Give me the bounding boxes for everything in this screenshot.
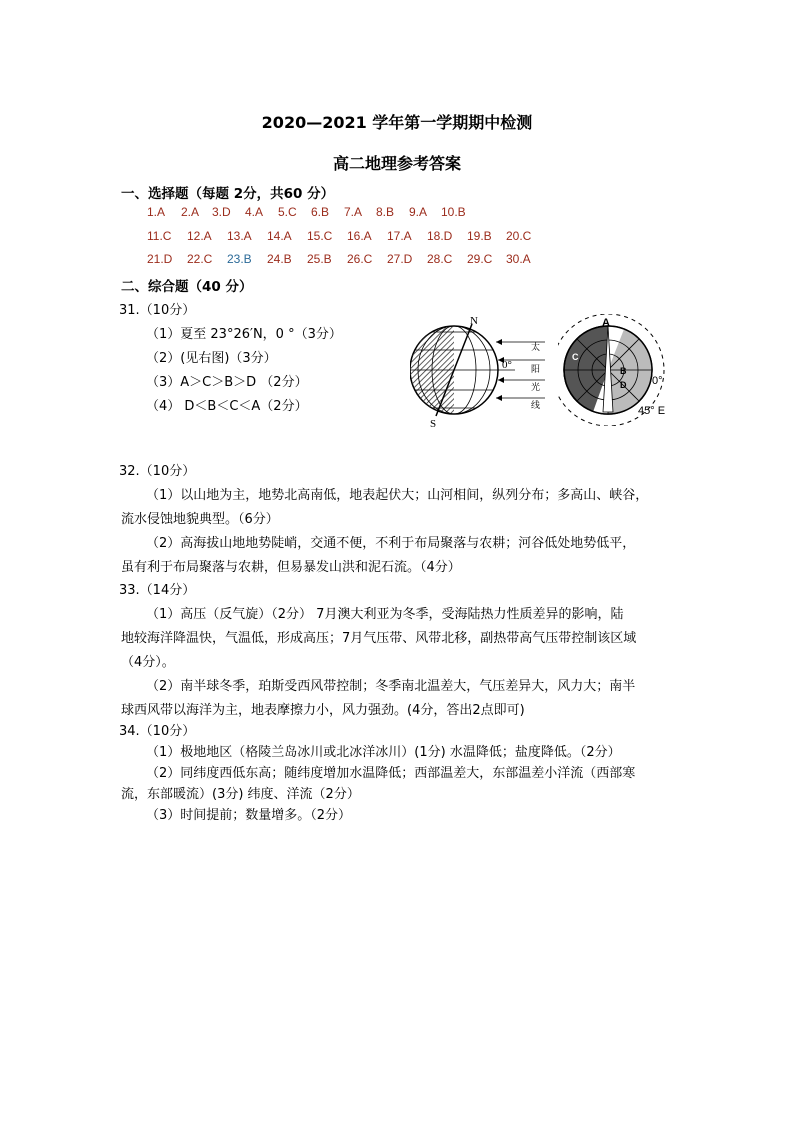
equator-degree-label: 0°	[502, 359, 512, 371]
q34-line-2: （2）同纬度西低东高；随纬度增加水温降低；西部温差大，东部温差小洋流（西部寒	[146, 766, 636, 781]
q33-part2-line1: （2）南半球冬季，珀斯受西风带控制；冬季南北温差大，气压差异大，风力大；南半	[146, 679, 636, 694]
q32-part2-line1: （2）高海拔山地地势陡峭，交通不便，不利于布局聚落与农耕；河谷低处地势低平，	[146, 536, 636, 551]
point-b-label: B	[620, 366, 627, 376]
answer-item: 16.A	[347, 229, 372, 243]
answer-item: 10.B	[441, 205, 466, 219]
q34-line-4: （3）时间提前；数量增多。（2分）	[146, 808, 352, 823]
q34-line-1: （1）极地地区（格陵兰岛冰川或北冰洋冰川）(1分) 水温降低；盐度降低。（2分）	[146, 745, 621, 760]
answer-item: 18.D	[427, 229, 453, 243]
polar-view-diagram	[558, 314, 678, 426]
answer-item: 21.D	[147, 252, 173, 266]
q31-heading: 31.（10分）	[119, 303, 196, 318]
answer-item: 1.A	[147, 205, 166, 219]
point-c-label: C	[572, 352, 579, 362]
answer-item: 17.A	[387, 229, 412, 243]
south-label: S	[430, 418, 437, 430]
answer-item: 5.C	[278, 205, 297, 219]
answer-item: 4.A	[245, 205, 264, 219]
q32-part2-line2: 虽有利于布局聚落与农耕，但易暴发山洪和泥石流。（4分）	[121, 560, 461, 575]
answer-item: 11.C	[147, 229, 172, 243]
q33-part2-line2: 球西风带以海洋为主，地表摩擦力小，风力强劲。(4分，答出2点即可)	[121, 703, 525, 718]
q33-part1-line3: （4分）。	[121, 655, 175, 670]
answer-item: 6.B	[311, 205, 330, 219]
q31-line-1: （1）夏至 23°26′N，0 °（3分）	[146, 327, 342, 342]
q33-heading: 33.（14分）	[119, 583, 196, 598]
answer-item: 2.A	[181, 205, 200, 219]
answer-item: 20.C	[506, 229, 532, 243]
answer-item: 3.D	[212, 205, 231, 219]
q31-line-4: （4） D＜B＜C＜A（2分）	[146, 399, 308, 414]
east-45-degree-label: 45° E	[638, 405, 666, 417]
answer-item: 22.C	[187, 252, 213, 266]
answer-item: 27.D	[387, 252, 413, 266]
q32-part1-line2: 流水侵蚀地貌典型。（6分）	[121, 512, 279, 527]
q34-line-3: 流，东部暖流）(3分) 纬度、洋流（2分）	[121, 787, 360, 802]
q34-heading: 34.（10分）	[119, 724, 196, 739]
answer-item: 14.A	[267, 229, 292, 243]
sun-char-4: 线	[531, 401, 541, 411]
q33-part1-line1: （1）高压（反气旋）（2分） 7月澳大利亚为冬季，受海陆热力性质差异的影响，陆	[146, 607, 624, 622]
answer-item: 13.A	[227, 229, 252, 243]
q32-part1-line1: （1）以山地为主，地势北高南低，地表起伏大；山河相间，纵列分布；多高山、峡谷，	[146, 488, 649, 503]
point-d-label: D	[620, 380, 627, 390]
page-subtitle: 高二地理参考答案	[332, 154, 461, 173]
answer-item: 8.B	[376, 205, 395, 219]
sun-char-3: 光	[531, 383, 541, 393]
answer-item: 15.C	[307, 229, 333, 243]
answer-item: 12.A	[187, 229, 212, 243]
answer-item: 25.B	[307, 252, 332, 266]
q31-line-2: （2）(见右图)（3分）	[146, 351, 277, 366]
page-title: 2020—2021 学年第一学期期中检测	[261, 113, 533, 132]
section-1-heading: 一、选择题（每题 2分，共60 分）	[121, 186, 335, 202]
answer-item: 26.C	[347, 252, 373, 266]
q31-line-3: （3）A＞C＞B＞D （2分）	[146, 375, 308, 390]
sun-char-2: 阳	[531, 365, 541, 375]
answer-item: 29.C	[467, 252, 493, 266]
q32-heading: 32.（10分）	[119, 464, 196, 479]
answer-item: 9.A	[409, 205, 428, 219]
point-a-label: A	[602, 317, 610, 329]
answer-item: 24.B	[267, 252, 292, 266]
q33-part1-line2: 地较海洋降温快，气温低，形成高压；7月气压带、风带北移，副热带高气压带控制该区域	[121, 631, 637, 646]
answer-item: 7.A	[344, 205, 363, 219]
answer-item-highlighted: 23.B	[227, 252, 252, 266]
sun-char-1: 太	[531, 343, 541, 353]
answer-item: 19.B	[467, 229, 492, 243]
north-label: N	[470, 315, 478, 327]
answer-item: 28.C	[427, 252, 453, 266]
globe-illumination-diagram	[410, 312, 550, 430]
answer-item: 30.A	[506, 252, 531, 266]
zero-degree-label: 0°	[652, 375, 663, 387]
section-2-heading: 二、综合题（40 分）	[121, 279, 253, 295]
